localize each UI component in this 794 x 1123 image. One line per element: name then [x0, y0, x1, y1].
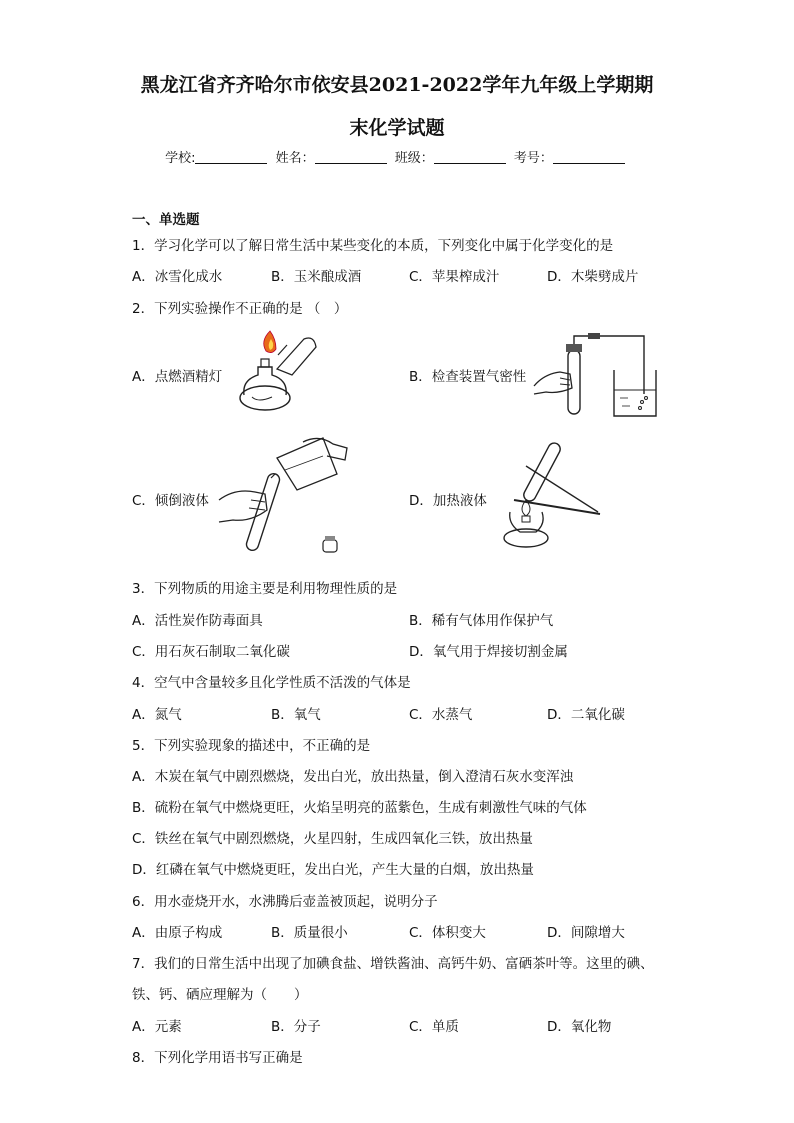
student-info-row [0, 147, 794, 166]
question-5-stem: 5．下列实验现象的描述中，不正确的是 [132, 738, 371, 754]
question-2-stem: 2．下列实验操作不正确的是 （ ） [132, 301, 348, 317]
q1-option-c: C．苹果榨成汁 [409, 269, 500, 285]
section-heading: 一、单选题 [132, 212, 200, 228]
q2-option-c: C．倾倒液体 [132, 493, 209, 509]
q1-option-a: A．冰雪化成水 [132, 269, 223, 285]
airtightness-check-illustration [530, 328, 660, 420]
q1-option-b: B．玉米酿成酒 [271, 269, 362, 285]
q3-option-d: D．氧气用于焊接切割金属 [409, 644, 568, 660]
pouring-liquid-illustration [215, 430, 355, 560]
number-label: 考号： [513, 151, 553, 166]
question-1-stem: 1．学习化学可以了解日常生活中某些变化的本质，下列变化中属于化学变化的是 [132, 238, 614, 254]
q4-option-c: C．水蒸气 [409, 707, 473, 723]
name-blank [315, 150, 387, 164]
question-7-stem-continued: 铁、钙、硒应理解为（ ） [132, 987, 308, 1003]
q7-option-a: A．元素 [132, 1019, 182, 1035]
q7-option-b: B．分子 [271, 1019, 321, 1035]
q1-option-d: D．木柴劈成片 [547, 269, 639, 285]
question-8-stem: 8．下列化学用语书写正确是 [132, 1050, 303, 1066]
q3-option-a: A．活性炭作防毒面具 [132, 613, 263, 629]
q5-option-c: C．铁丝在氧气中剧烈燃烧，火星四射，生成四氧化三铁，放出热量 [132, 831, 533, 847]
q6-option-b: B．质量很小 [271, 925, 348, 941]
q7-option-c: C．单质 [409, 1019, 459, 1035]
q4-option-d: D．二氧化碳 [547, 707, 625, 723]
q2-option-b: B．检查装置气密性 [409, 369, 527, 385]
q4-option-b: B．氧气 [271, 707, 321, 723]
name-label: 姓名： [275, 151, 315, 166]
question-6-stem: 6．用水壶烧开水，水沸腾后壶盖被顶起，说明分子 [132, 894, 438, 910]
q5-option-a: A．木炭在氧气中剧烈燃烧，发出白光，放出热量，倒入澄清石灰水变浑浊 [132, 769, 574, 785]
q3-option-c: C．用石灰石制取二氧化碳 [132, 644, 290, 660]
question-4-stem: 4．空气中含量较多且化学性质不活泼的气体是 [132, 675, 411, 691]
q7-option-d: D．氧化物 [547, 1019, 612, 1035]
q3-option-b: B．稀有气体用作保护气 [409, 613, 554, 629]
q6-option-a: A．由原子构成 [132, 925, 223, 941]
school-blank [195, 150, 267, 164]
q2-option-d: D．加热液体 [409, 493, 487, 509]
school-label: 学校: [165, 151, 196, 166]
number-blank [553, 150, 625, 164]
heating-liquid-illustration [490, 440, 602, 552]
question-7-stem: 7．我们的日常生活中出现了加碘食盐、增铁酱油、高钙牛奶、富硒茶叶等。这里的碘、 [132, 956, 654, 972]
q6-option-c: C．体积变大 [409, 925, 486, 941]
q2-option-a: A．点燃酒精灯 [132, 369, 223, 385]
q4-option-a: A．氮气 [132, 707, 182, 723]
alcohol-lamp-lighting-illustration [232, 325, 324, 417]
class-blank [434, 150, 506, 164]
q5-option-b: B．硫粉在氧气中燃烧更旺，火焰呈明亮的蓝紫色，生成有刺激性气味的气体 [132, 800, 587, 816]
exam-title-line2: 末化学试题 [349, 117, 445, 139]
q6-option-d: D．间隙增大 [547, 925, 625, 941]
q5-option-d: D．红磷在氧气中燃烧更旺，发出白光，产生大量的白烟，放出热量 [132, 862, 534, 878]
exam-title-line1: 黑龙江省齐齐哈尔市依安县2021-2022学年九年级上学期期 [140, 74, 654, 96]
class-label: 班级： [394, 151, 434, 166]
question-3-stem: 3．下列物质的用途主要是利用物理性质的是 [132, 581, 398, 597]
